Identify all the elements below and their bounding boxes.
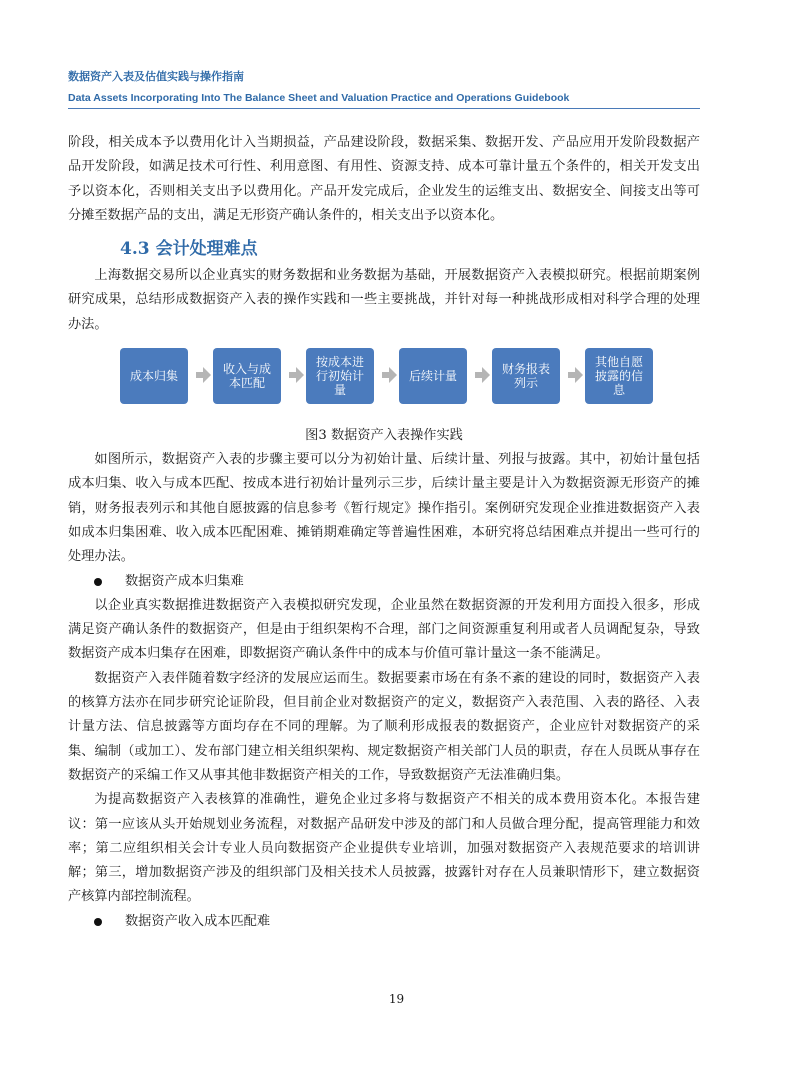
section-title: 会计处理难点 xyxy=(155,239,258,260)
section-heading xyxy=(120,236,700,262)
flow-step-voluntary-disclosure: 其他自愿披露的信息 xyxy=(585,348,653,404)
flow-step-initial-measurement: 按成本进行初始计量 xyxy=(306,348,374,404)
page-body xyxy=(68,131,700,934)
flow-arrow-icon xyxy=(568,367,583,383)
flow-arrow-icon xyxy=(289,367,304,383)
section-number: 4.3 xyxy=(120,239,150,260)
bullet-dot-icon xyxy=(94,918,102,926)
paragraph-continued: 阶段，相关成本予以费用化计入当期损益，产品建设阶段，数据采集、数据开发、产品应用开发阶段数据产品开发阶段，如满足技术可行性、利用意图、有用性、资源支持、成本可靠计量五个条件的，相关开发支出予以资本化，否则相关支出予以费用化。产品开发完成后，企业发生的运维支出、数据安全、间接支出等可分摊至数据产品的支出，满足无形资产确认条件的，相关支出予以资本化。 xyxy=(68,135,700,223)
process-flowchart xyxy=(68,345,700,411)
page-number: 19 xyxy=(388,992,405,1006)
paragraph-intro: 上海数据交易所以企业真实的财务数据和业务数据为基础，开展数据资产入表模拟研究。根据前期案例研究成果，总结形成数据资产入表的操作实践和一些主要挑战，并针对每一种挑战形成相对科学合理的处理办法。 xyxy=(68,268,700,332)
bullet-label: 数据资产收入成本匹配难 xyxy=(125,913,271,929)
paragraph-background: 数据资产入表伴随着数字经济的发展应运而生。数据要素市场在有条不紊的建设的同时，数据资产入表的核算方法亦在同步研究论证阶段，但目前企业对数据资产的定义，数据资产入表范围、入表的路径、入表计量方法、信息披露等方面均存在不同的理解。为了顺利形成报表的数据资产，企业应针对数据资产的采集、编制（或加工）、发布部门建立相关组织架构、规定数据资产相关部门人员的职责，存在人员既从事存在数据资产的采编工作又从事其他非数据资产相关的工作，导致数据资产无法准确归集。 xyxy=(68,670,700,783)
flow-arrow-icon xyxy=(196,367,211,383)
bullet-item xyxy=(68,910,700,934)
figure-caption: 图3 数据资产入表操作实践 xyxy=(305,428,463,444)
page-header xyxy=(68,68,700,107)
flow-arrow-icon xyxy=(475,367,490,383)
bullet-item xyxy=(68,570,700,594)
paragraph-steps: 如图所示，数据资产入表的步骤主要可以分为初始计量、后续计量、列报与披露。其中，初始计量包括成本归集、收入与成本匹配、按成本进行初始计量列示三步，后续计量主要是计入为数据资源无形资产的摊销，财务报表列示和其他自愿披露的信息参考《暂行规定》操作指引。案例研究发现企业推进数据资产入表如成本归集困难、收入成本匹配困难、摊销期难确定等普遍性困难，本研究将总结困难点并提出一些可行的处理办法。 xyxy=(68,452,700,565)
flow-arrow-icon xyxy=(382,367,397,383)
paragraph-cost-collection: 以企业真实数据推进数据资产入表模拟研究发现，企业虽然在数据资源的开发利用方面投入很多，形成满足资产确认条件的数据资产，但是由于组织架构不合理，部门之间资源重复利用或者人员调配复杂，导致数据资产成本归集存在困难，即数据资产确认条件中的成本与价值可靠计量这一条不能满足。 xyxy=(68,597,700,662)
paragraph-recommendation: 为提高数据资产入表核算的准确性，避免企业过多将与数据资产不相关的成本费用资本化。本报告建议：第一应该从头开始规划业务流程，对数据产品研发中涉及的部门和人员做合理分配，提高管理能力和效率；第二应组织相关会计专业人员向数据资产企业提供专业培训，加强对数据资产入表规范要求的培训讲解；第三，增加数据资产涉及的组织部门及相关技术人员披露，披露针对存在人员兼职情形下，建立数据资产核算内部控制流程。 xyxy=(68,792,700,905)
bullet-label: 数据资产成本归集难 xyxy=(125,573,244,589)
header-title-cn: 数据资产入表及估值实践与操作指南 xyxy=(68,70,244,83)
header-title-en: Data Assets Incorporating Into The Balance Sheet and Valuation Practice and Operations Guidebook xyxy=(68,92,570,104)
flow-step-cost-collection: 成本归集 xyxy=(120,348,188,404)
flow-step-subsequent-measurement: 后续计量 xyxy=(399,348,467,404)
header-divider xyxy=(68,108,700,109)
bullet-dot-icon xyxy=(94,578,102,586)
flow-step-financial-statement: 财务报表列示 xyxy=(492,348,560,404)
flow-step-revenue-cost-match: 收入与成本匹配 xyxy=(213,348,281,404)
